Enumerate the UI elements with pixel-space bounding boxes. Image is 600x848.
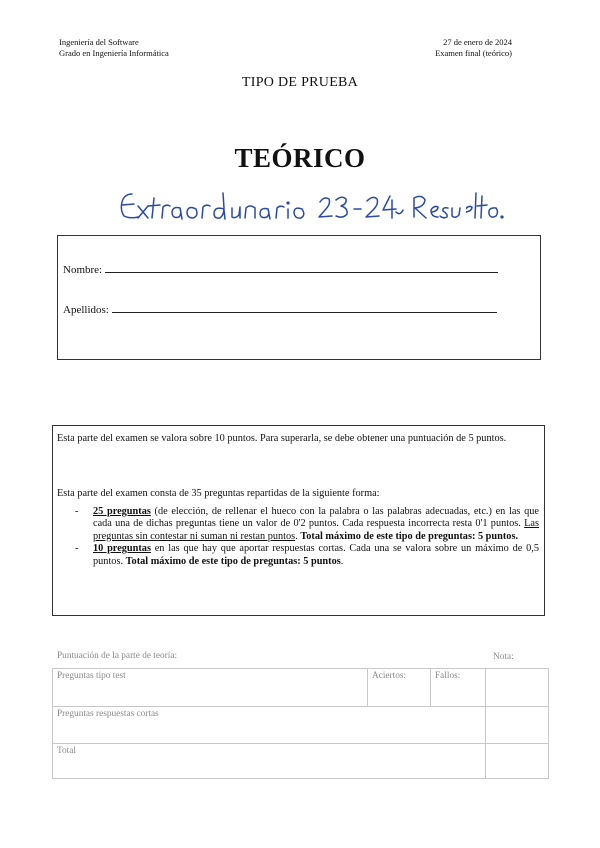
correct-answers-cell[interactable]: Aciertos:	[368, 669, 431, 707]
name-field[interactable]	[63, 264, 498, 276]
total-cell: Total	[53, 744, 486, 779]
name-label: Nombre:	[63, 264, 103, 276]
surname-label: Apellidos:	[63, 304, 109, 316]
question-count: 10 preguntas	[93, 543, 151, 555]
question-type-list	[75, 506, 539, 568]
grading-table	[52, 668, 549, 779]
surname-field[interactable]	[63, 304, 497, 316]
table-row	[53, 669, 549, 707]
list-item: - 10 preguntas en las que hay que aportar respuestas cortas. Cada una se valora sobre un máximo de 0,5 puntos. Total máximo de este tipo de preguntas: 5 puntos.	[75, 543, 539, 567]
handwritten-note-end	[466, 188, 506, 224]
wrong-answers-cell[interactable]: Fallos:	[431, 669, 486, 707]
exam-info-box	[52, 425, 545, 616]
info-paragraph-1: Esta parte del examen se valora sobre 10 puntos. Para superarla, se debe obtener una puntuación de 5 puntos.	[57, 433, 507, 444]
student-info-box	[57, 235, 541, 360]
handwritten-note	[116, 188, 466, 224]
info-paragraph-2: Esta parte del examen consta de 35 preguntas repartidas de la siguiente forma:	[57, 488, 380, 499]
degree-name: Grado en Ingeniería Informática	[59, 48, 169, 58]
grade-label: Nota:	[493, 652, 514, 662]
exam-kind: Examen final (teórico)	[435, 48, 512, 58]
total-score-cell[interactable]	[486, 744, 549, 779]
header-right	[435, 37, 512, 59]
test-questions-cell: Preguntas tipo test	[53, 669, 368, 707]
table-row	[53, 707, 549, 744]
unanswered-rule: Las preguntas sin contestar ni suman ni restan puntos	[93, 518, 539, 542]
max-score-note: Total máximo de este tipo de preguntas: 5 puntos	[125, 555, 341, 567]
header-left	[59, 37, 169, 59]
surname-line[interactable]	[112, 312, 497, 313]
max-score-note: Total máximo de este tipo de preguntas: 5 puntos.	[300, 530, 519, 542]
question-count: 25 preguntas	[93, 506, 151, 517]
test-type-heading: TIPO DE PRUEBA	[241, 75, 359, 90]
short-answer-score-cell[interactable]	[486, 707, 549, 744]
grading-label: Puntuación de la parte de teoría:	[57, 651, 178, 661]
course-name: Ingeniería del Software	[59, 37, 139, 47]
page-title: TEÓRICO	[234, 143, 366, 173]
exam-date: 27 de enero de 2024	[443, 37, 512, 47]
list-item: - 25 preguntas (de elección, de rellenar el hueco con la palabra o las palabras adecuadas, etc.) en las que cada una de dichas preguntas tiene un valor de 0'2 puntos. Cada respuesta incorrecta resta 0'1 puntos. Las preguntas sin contestar ni suman ni restan puntos. Total máximo de este tipo de preguntas: 5 puntos.	[75, 506, 539, 542]
grade-cell[interactable]	[486, 669, 549, 707]
short-answer-cell: Preguntas respuestas cortas	[53, 707, 486, 744]
name-line[interactable]	[105, 272, 498, 273]
table-row	[53, 744, 549, 779]
